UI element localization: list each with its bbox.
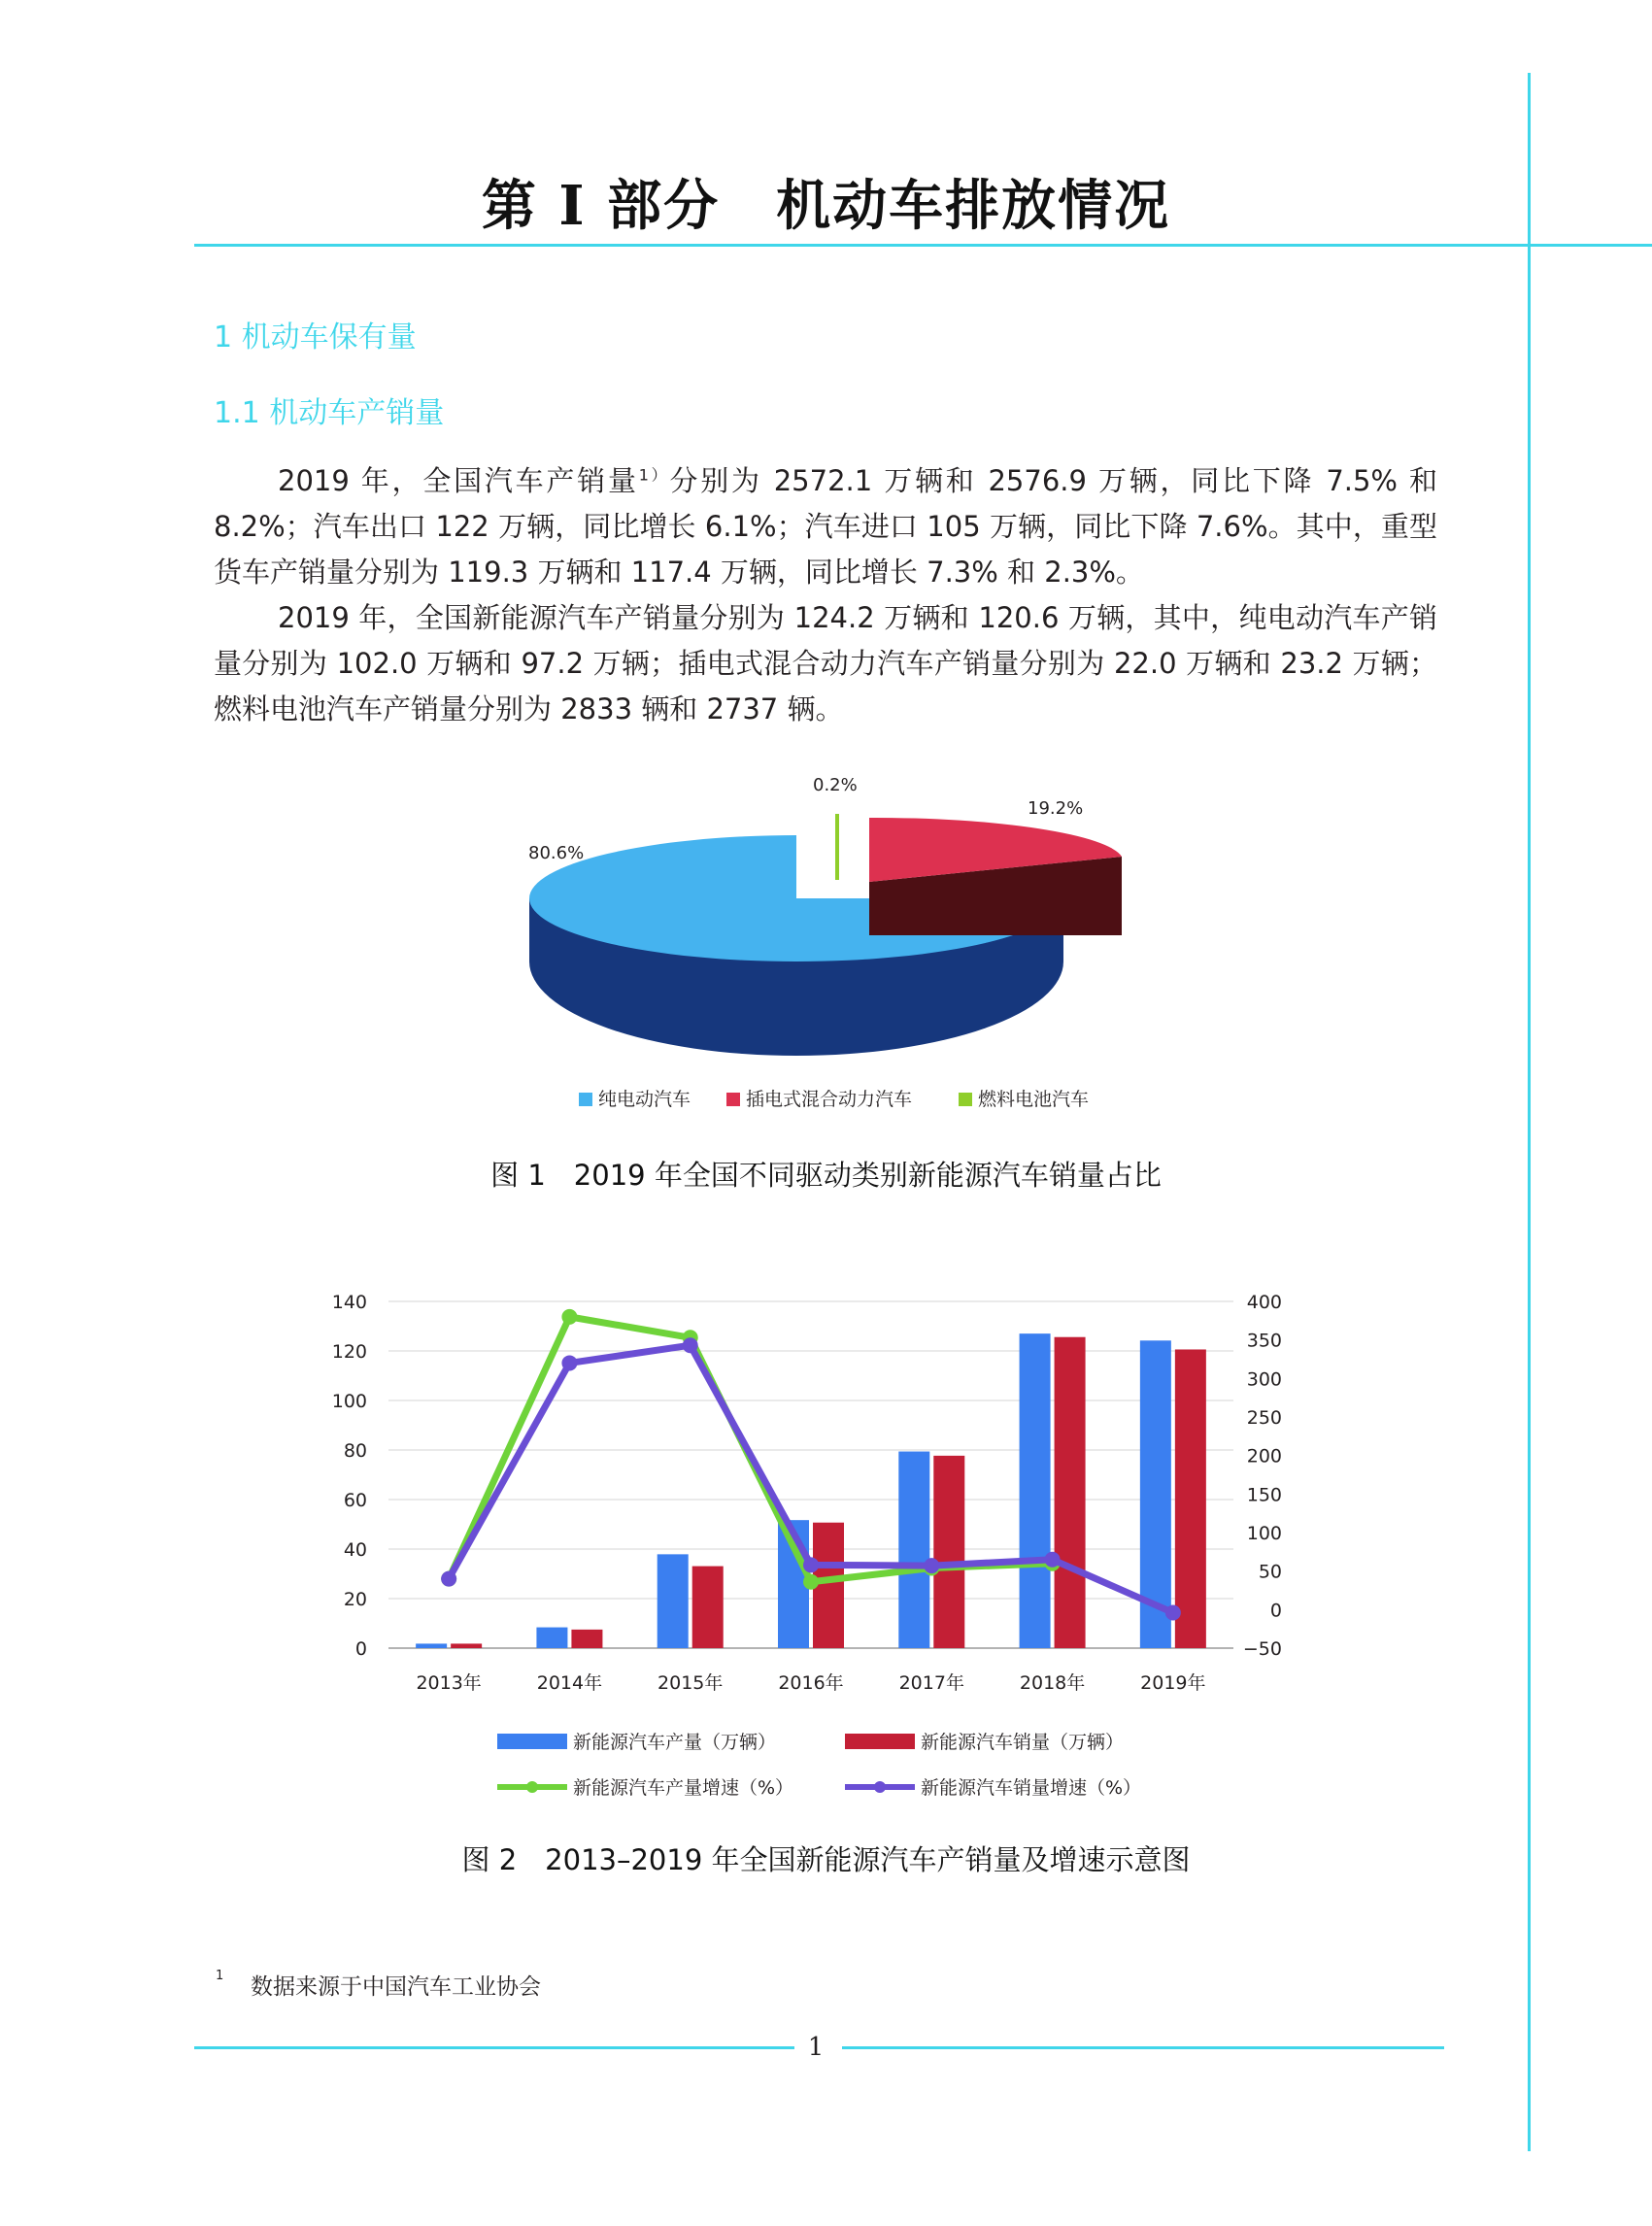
bar-production	[416, 1643, 447, 1648]
page-number: 1	[807, 2033, 825, 2062]
left-axis-tick-label: 120	[331, 1341, 367, 1363]
pie-slice-phev	[869, 818, 1122, 935]
left-axis-ticks	[332, 1292, 367, 1660]
section-heading: 1 机动车保有量	[214, 320, 417, 354]
left-axis-tick-label: 140	[331, 1292, 367, 1313]
bar-sales	[933, 1456, 964, 1648]
right-axis-tick-label: 50	[1258, 1561, 1282, 1583]
right-axis-tick-label: 400	[1246, 1292, 1282, 1313]
legend-swatch	[845, 1732, 915, 1751]
x-axis-tick-label: 2013年	[416, 1672, 482, 1694]
x-axis-labels	[416, 1672, 1205, 1694]
point-sales-growth	[1045, 1552, 1061, 1568]
title-rule	[194, 244, 1652, 247]
footer-rule-right	[842, 2046, 1444, 2049]
legend-swatch	[497, 1777, 567, 1797]
point-sales-growth	[924, 1558, 939, 1573]
legend-swatch	[726, 1093, 740, 1106]
pie-label-phev: 19.2%	[1028, 798, 1084, 819]
body-text	[214, 458, 1437, 732]
pie-chart-svg	[505, 796, 1146, 1068]
point-sales-growth	[561, 1355, 577, 1370]
left-axis-tick-label: 100	[331, 1391, 367, 1412]
legend-bev: 纯电动汽车	[579, 1085, 691, 1111]
footnote-text: 数据来源于中国汽车工业协会	[251, 1974, 541, 2000]
footnote-marker: 1	[216, 1969, 224, 1983]
x-axis-tick-label: 2017年	[898, 1672, 964, 1694]
legend-fcev: 燃料电池汽车	[959, 1085, 1089, 1111]
point-sales-growth	[683, 1337, 698, 1353]
pie-label-bev: 80.6%	[528, 843, 585, 863]
bar-production	[898, 1452, 929, 1648]
pie-slice-fcev	[835, 814, 839, 880]
legend-sales-growth: 新能源汽车销量增速（%）	[845, 1773, 1141, 1800]
x-axis-tick-label: 2018年	[1019, 1672, 1086, 1694]
left-axis-tick-label: 40	[343, 1539, 367, 1561]
combo-chart-svg	[311, 1272, 1301, 1709]
paragraph-1: 2019 年，全国汽车产销量$^{1)}$分别为 2572.1 万辆和 2576.9 万辆，同比下降 7.5% 和 8.2%；汽车出口 122 万辆，同比增长 6.1%；汽车进口 105 万辆，同比下降 7.6%。其中，重型货车产销量分别为 119.3 万辆和 117.4 万辆，同比增长 7.3% 和 2.3%。	[214, 464, 1437, 589]
legend-swatch	[959, 1093, 972, 1106]
bar-sales	[451, 1643, 482, 1648]
right-axis-tick-label: 250	[1246, 1407, 1282, 1429]
right-axis-tick-label: 200	[1246, 1445, 1282, 1467]
subsection-heading: 1.1 机动车产销量	[214, 396, 445, 430]
legend-swatch	[845, 1777, 915, 1797]
point-production-growth	[803, 1574, 819, 1590]
right-axis-ticks	[1243, 1292, 1282, 1660]
footer-rule-left	[194, 2046, 794, 2049]
legend-production-growth: 新能源汽车产量增速（%）	[497, 1773, 793, 1800]
point-sales-growth	[803, 1557, 819, 1572]
chart-gridlines	[388, 1301, 1233, 1648]
right-axis-tick-label: 0	[1269, 1600, 1282, 1622]
point-production-growth	[561, 1309, 577, 1325]
left-axis-tick-label: 20	[343, 1589, 367, 1610]
right-axis-tick-label: 150	[1246, 1484, 1282, 1506]
bar-production	[1020, 1333, 1051, 1648]
right-axis-tick-label: 350	[1246, 1330, 1282, 1352]
bar-sales	[1055, 1337, 1086, 1648]
pie-label-fcev: 0.2%	[813, 775, 858, 795]
bar-production	[536, 1628, 567, 1648]
legend-sales: 新能源汽车销量（万辆）	[845, 1728, 1124, 1754]
bar-sales	[692, 1567, 724, 1648]
legend-production: 新能源汽车产量（万辆）	[497, 1728, 776, 1754]
chart-bars	[416, 1333, 1206, 1648]
right-axis-tick-label: −50	[1242, 1638, 1282, 1660]
right-axis-tick-label: 300	[1246, 1368, 1282, 1391]
left-axis-tick-label: 80	[343, 1440, 367, 1462]
x-axis-tick-label: 2015年	[657, 1672, 724, 1694]
bar-sales	[571, 1630, 602, 1648]
x-axis-tick-label: 2014年	[536, 1672, 603, 1694]
page-title: 第 I 部分 机动车排放情况	[481, 174, 1171, 238]
left-axis-tick-label: 0	[354, 1638, 367, 1660]
bar-sales	[1175, 1349, 1206, 1648]
legend-swatch	[497, 1732, 567, 1751]
point-sales-growth	[441, 1571, 456, 1587]
left-axis-tick-label: 60	[343, 1490, 367, 1511]
figure-2-caption: 图 2 2013–2019 年全国新能源汽车产销量及增速示意图	[461, 1843, 1191, 1876]
x-axis-tick-label: 2019年	[1140, 1672, 1206, 1694]
x-axis-tick-label: 2016年	[778, 1672, 844, 1694]
footnote-reference[interactable]: 1）	[638, 465, 670, 485]
legend-swatch	[579, 1093, 592, 1106]
legend-phev: 插电式混合动力汽车	[726, 1085, 912, 1111]
paragraph-2: 2019 年，全国新能源汽车产销量分别为 124.2 万辆和 120.6 万辆，其中，纯电动汽车产销量分别为 102.0 万辆和 97.2 万辆；插电式混合动力汽车产销量分别为 22.0 万辆和 23.2 万辆；燃料电池汽车产销量分别为 2833 辆和 2737 辆。	[214, 601, 1437, 725]
figure-1-caption: 图 1 2019 年全国不同驱动类别新能源汽车销量占比	[490, 1159, 1162, 1192]
point-sales-growth	[1165, 1605, 1181, 1621]
right-axis-tick-label: 100	[1246, 1523, 1282, 1544]
bar-production	[657, 1554, 689, 1648]
